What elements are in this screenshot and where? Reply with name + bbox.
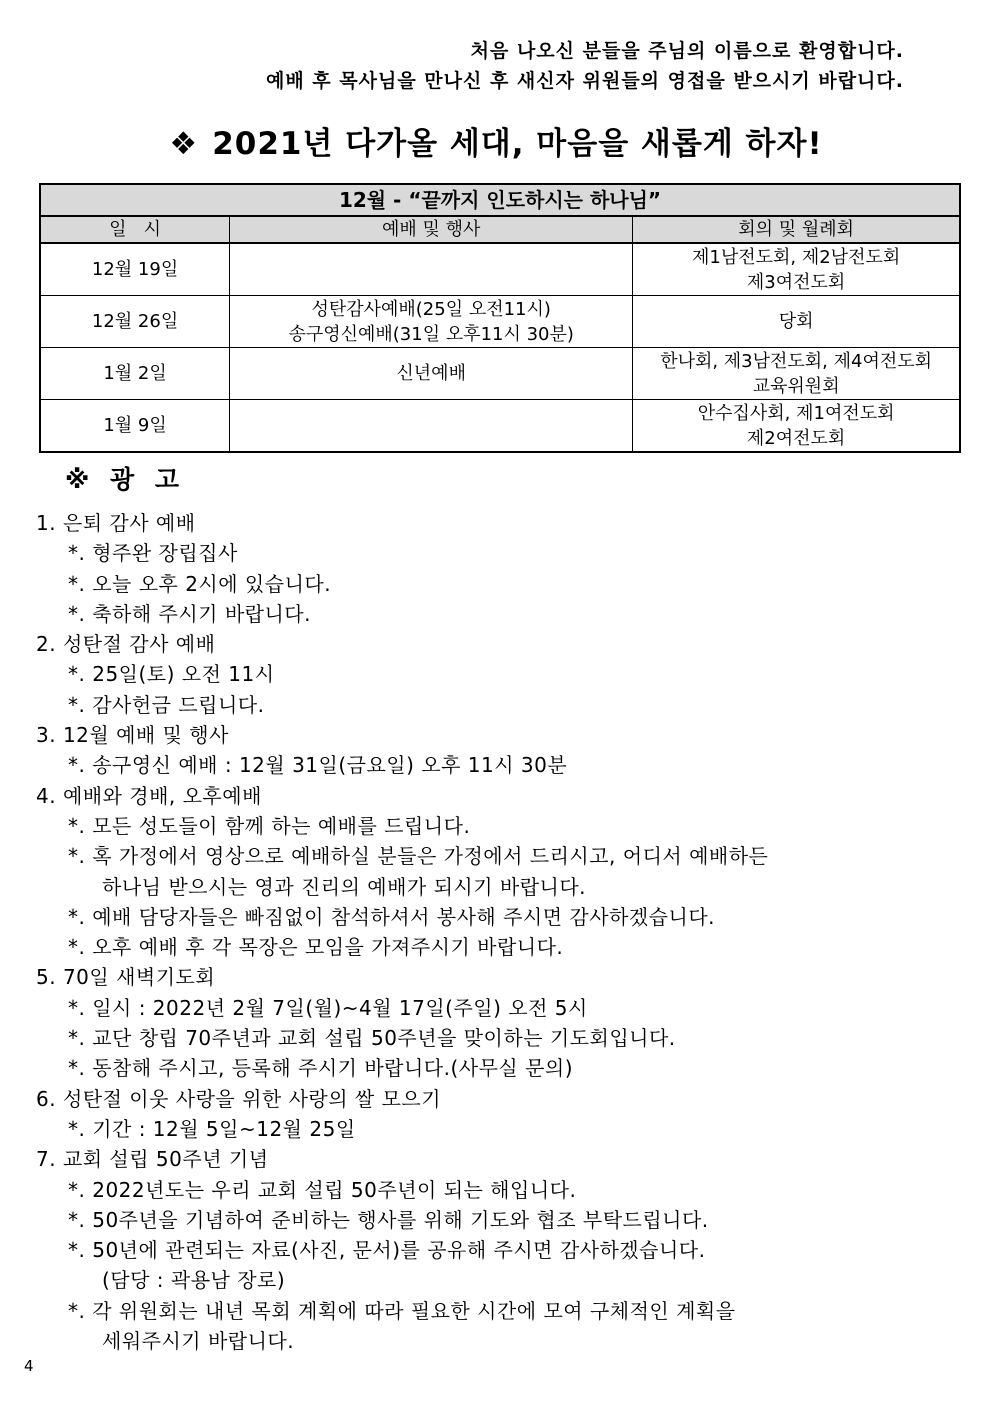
page-title (0, 118, 992, 163)
schedule-meetings-cell (633, 348, 960, 400)
schedule-event: 송구영신예배(31일 오후11시 30분) (288, 323, 574, 345)
announcement-detail-continued: 세워주시기 바랍니다. (102, 1329, 295, 1354)
announcement-detail: *. 오늘 오후 2시에 있습니다. (68, 571, 332, 596)
diamond-icon: ❖ (169, 126, 199, 162)
schedule-date-cell (40, 243, 230, 296)
announcements-list (36, 508, 936, 1356)
announcement-detail: *. 예배 담당자들은 빠짐없이 참석하셔서 봉사해 주시면 감사하겠습니다. (68, 904, 715, 929)
schedule-meetings-cell (633, 243, 960, 296)
schedule-date: 12월 19일 (91, 259, 179, 280)
schedule-events-cell (230, 296, 633, 348)
schedule-events-cell (230, 348, 633, 400)
announcement-heading: 5. 70일 새벽기도회 (36, 965, 216, 990)
announcement-detail: *. 기간 : 12월 5일~12월 25일 (68, 1116, 356, 1141)
welcome-message (266, 36, 904, 96)
schedule-date: 1월 9일 (103, 415, 167, 436)
announcement-detail: *. 축하해 주시기 바랍니다. (68, 601, 311, 626)
welcome-line: 처음 나오신 분들을 주님의 이름으로 환영합니다. (470, 40, 904, 62)
schedule-row (40, 296, 960, 348)
page-number: 4 (24, 1357, 34, 1375)
schedule-date: 1월 2일 (103, 363, 167, 384)
announcement-detail: *. 50주년을 기념하여 준비하는 행사를 위해 기도와 협조 부탁드립니다. (68, 1207, 709, 1232)
schedule-row (40, 243, 960, 296)
schedule-month-title: 12월 - “끝까지 인도하시는 하나님” (40, 184, 960, 216)
column-header-meetings: 회의 및 월례회 (633, 216, 960, 243)
schedule-meetings-cell (633, 296, 960, 348)
announcement-detail: *. 오후 예배 후 각 목장은 모임을 가져주시기 바랍니다. (68, 935, 564, 960)
schedule-row (40, 348, 960, 400)
schedule-date-cell (40, 296, 230, 348)
announcement-detail: *. 2022년도는 우리 교회 설립 50주년이 되는 해입니다. (68, 1177, 577, 1202)
announcement-heading: 6. 성탄절 이웃 사랑을 위한 사랑의 쌀 모으기 (36, 1086, 442, 1111)
announcement-heading: 1. 은퇴 감사 예배 (36, 511, 196, 535)
announcement-detail: *. 25일(토) 오전 11시 (68, 662, 275, 687)
schedule-date: 12월 26일 (91, 311, 179, 332)
announcement-heading: 2. 성탄절 감사 예배 (36, 632, 216, 657)
schedule-date-cell (40, 348, 230, 400)
schedule-meeting: 당회 (778, 311, 814, 332)
schedule-meeting: 제3여전도회 (746, 271, 846, 293)
title-text: 2021년 다가올 세대, 마음을 새롭게 하자! (212, 126, 823, 162)
schedule-meeting: 한나회, 제3남전도회, 제4여전도회 (660, 350, 933, 372)
welcome-line: 예배 후 목사님을 만나신 후 새신자 위원들의 영접을 받으시기 바랍니다. (265, 70, 904, 92)
announcement-detail: *. 각 위원회는 내년 목회 계획에 따라 필요한 시간에 모여 구체적인 계획을 (68, 1298, 736, 1323)
announcement-heading: 4. 예배와 경배, 오후예배 (36, 783, 262, 808)
announcement-detail: *. 혹 가정에서 영상으로 예배하실 분들은 가정에서 드리시고, 어디서 예배하든 (68, 844, 769, 869)
schedule-row (40, 400, 960, 453)
schedule-event: 성탄감사예배(25일 오전11시) (311, 298, 551, 320)
announcement-heading: 3. 12월 예배 및 행사 (36, 723, 229, 748)
announcement-detail-continued: (담당 : 곽용남 장로) (102, 1268, 286, 1293)
schedule-meeting: 교육위원회 (752, 375, 840, 397)
announcement-detail: *. 교단 창립 70주년과 교회 설립 50주년을 맞이하는 기도회입니다. (68, 1026, 676, 1051)
schedule-meeting: 제2여전도회 (746, 427, 846, 449)
announcement-detail: *. 모든 성도들이 함께 하는 예배를 드립니다. (68, 813, 471, 838)
schedule-meeting: 제1남전도회, 제2남전도회 (692, 246, 901, 268)
announcement-detail: *. 50년에 관련되는 자료(사진, 문서)를 공유해 주시면 감사하겠습니다. (68, 1238, 706, 1263)
schedule-event: 신년예배 (396, 363, 466, 384)
schedule-meetings-cell (633, 400, 960, 453)
announcement-detail: *. 감사헌금 드립니다. (68, 692, 265, 717)
announcement-detail: *. 송구영신 예배 : 12월 31일(금요일) 오후 11시 30분 (68, 753, 568, 778)
schedule-date-cell (40, 400, 230, 453)
announcements-title: ※ 광 고 (65, 465, 186, 494)
announcement-heading: 7. 교회 설립 50주년 기념 (36, 1147, 269, 1172)
column-header-date: 일 시 (40, 216, 230, 243)
schedule-table (39, 183, 961, 453)
schedule-rows (40, 243, 960, 452)
schedule-events-cell (230, 400, 633, 453)
schedule-meeting: 안수집사회, 제1여전도회 (697, 402, 895, 424)
announcement-detail-continued: 하나님 받으시는 영과 진리의 예배가 되시기 바랍니다. (102, 874, 587, 899)
announcement-detail: *. 일시 : 2022년 2월 7일(월)~4월 17일(주일) 오전 5시 (68, 995, 588, 1020)
announcement-detail: *. 동참해 주시고, 등록해 주시기 바랍니다.(사무실 문의) (68, 1056, 574, 1081)
announcement-detail: *. 형주완 장립집사 (68, 541, 238, 566)
schedule-events-cell (230, 243, 633, 296)
column-header-events: 예배 및 행사 (230, 216, 633, 243)
